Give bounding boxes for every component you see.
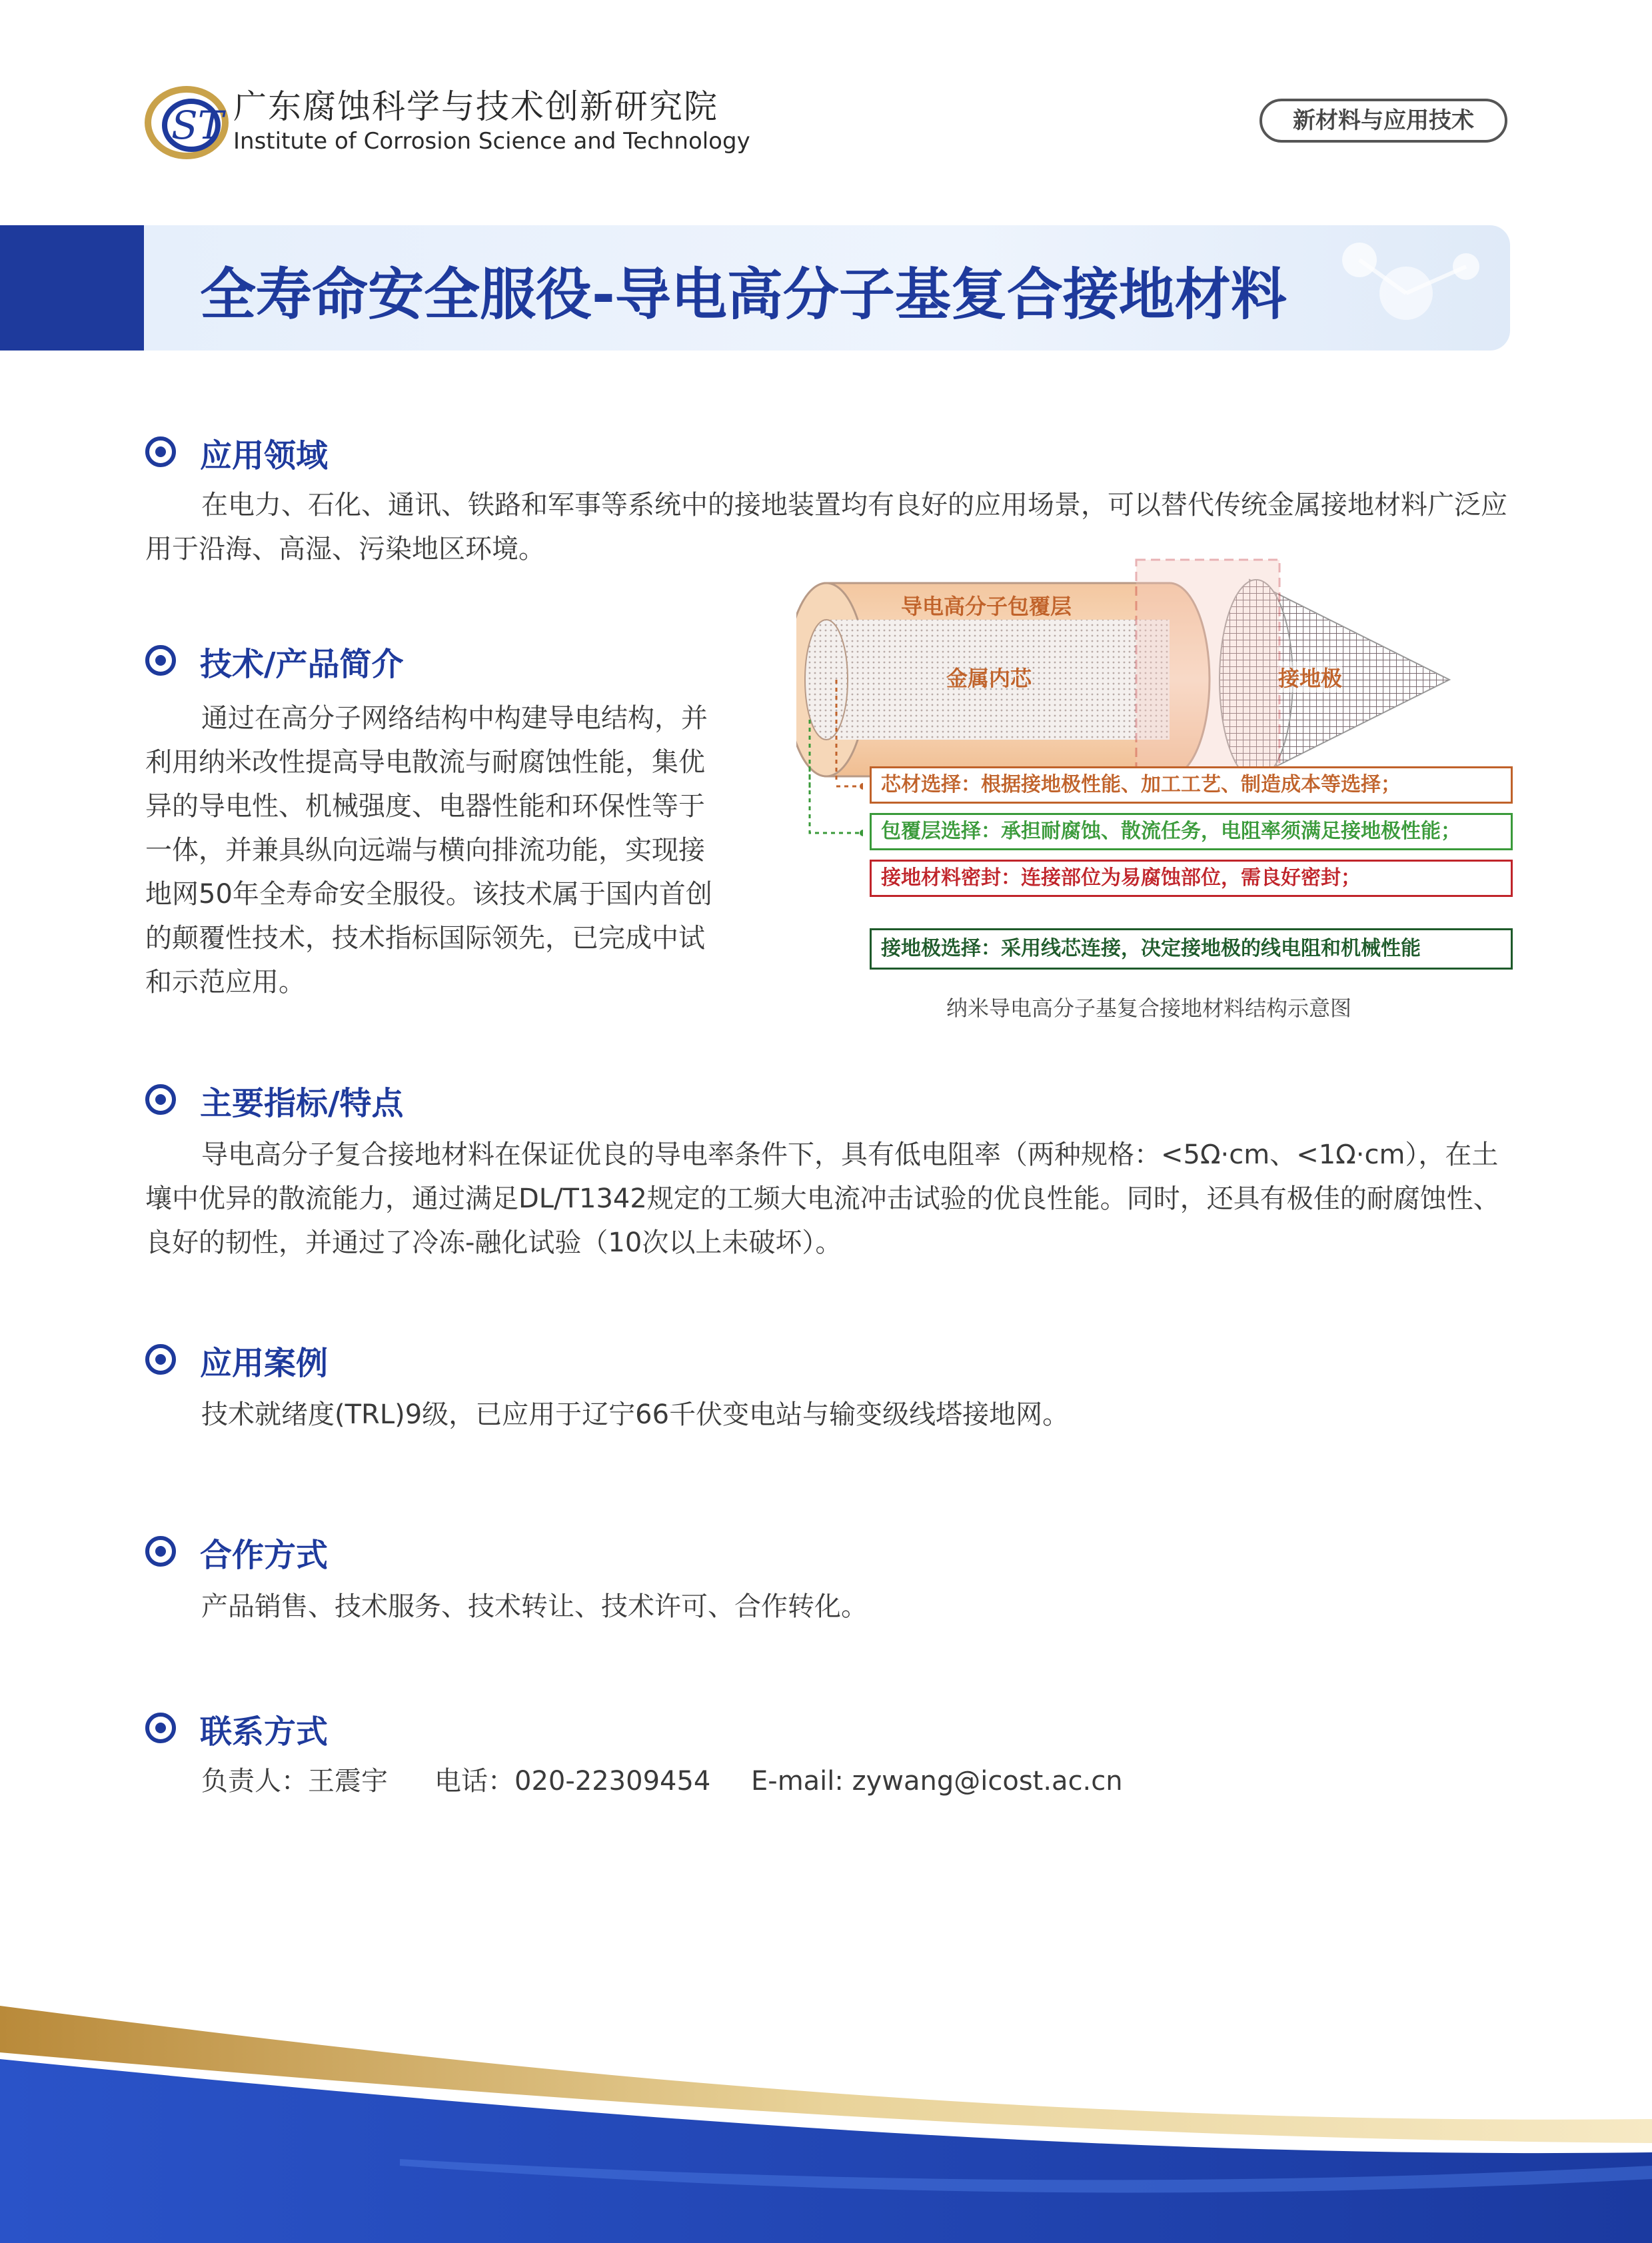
- diagram-connectors: [796, 766, 863, 966]
- decorative-molecule-icon: [1306, 233, 1493, 347]
- page-title: 全寿命安全服役-导电高分子基复合接地材料: [200, 262, 1287, 327]
- title-accent-bar: [0, 225, 144, 351]
- section-heading-intro: 技术/产品简介: [200, 646, 404, 683]
- section-bullet-icon: [145, 645, 176, 676]
- diagram-box-core: 芯材选择：根据接地极性能、加工工艺、制造成本等选择；: [870, 766, 1513, 804]
- footer-wave-decoration: [0, 1986, 1652, 2243]
- section-heading-contact: 联系方式: [200, 1713, 329, 1751]
- coating-label: 导电高分子包覆层: [901, 594, 1072, 619]
- section-heading-cooperation: 合作方式: [200, 1537, 329, 1574]
- application-field-text: 在电力、石化、通讯、铁路和军事等系统中的接地装置均有良好的应用场景，可以替代传统金属接地材料广泛应用于沿海、高湿、污染地区环境。: [145, 490, 1507, 564]
- diagram-box-seal: 接地材料密封：连接部位为易腐蚀部位，需良好密封；: [870, 860, 1513, 897]
- section-heading-indicators: 主要指标/特点: [200, 1085, 404, 1122]
- contact-person: 负责人：王震宇: [201, 1766, 388, 1797]
- indicators-text: 导电高分子复合接地材料在保证优良的导电率条件下，具有低电阻率（两种规格：<5Ω·cm、<1Ω·cm），在土壤中优异的散流能力，通过满足DL/T1342规定的工频大电流冲击试验的优良性能。同时，还具有极佳的耐腐蚀性、良好的韧性，并通过了冷冻-融化试验（10次以上未破坏）。: [145, 1139, 1500, 1258]
- section-bullet-icon: [145, 1084, 176, 1115]
- category-tag: 新材料与应用技术: [1259, 99, 1507, 143]
- electrode-label: 接地极: [1278, 662, 1342, 692]
- section-heading-application-field: 应用领域: [200, 437, 329, 474]
- contact-phone: 电话：020-22309454: [434, 1766, 711, 1797]
- section-bullet-icon: [145, 1713, 176, 1743]
- svg-text:ST: ST: [171, 103, 224, 148]
- section-bullet-icon: [145, 1536, 176, 1567]
- diagram-box-electrode: 接地极选择：采用线芯连接，决定接地极的线电阻和机械性能: [870, 928, 1513, 970]
- org-name-cn: 广东腐蚀科学与技术创新研究院: [233, 87, 718, 126]
- org-name-en: Institute of Corrosion Science and Technology: [233, 128, 750, 155]
- contact-email[interactable]: E-mail: zywang@icost.ac.cn: [751, 1766, 1123, 1797]
- cooperation-text: 产品销售、技术服务、技术转让、技术许可、合作转化。: [201, 1591, 868, 1622]
- core-label: 金属内芯: [946, 666, 1032, 691]
- structure-diagram: [796, 553, 1523, 793]
- section-heading-cases: 应用案例: [200, 1345, 329, 1382]
- diagram-caption: 纳米导电高分子基复合接地材料结构示意图: [946, 996, 1352, 1021]
- diagram-box-coating: 包覆层选择：承担耐腐蚀、散流任务，电阻率须满足接地极性能；: [870, 813, 1513, 850]
- cases-text: 技术就绪度(TRL)9级，已应用于辽宁66千伏变电站与输变级线塔接地网。: [201, 1399, 1070, 1430]
- section-bullet-icon: [145, 1344, 176, 1375]
- section-bullet-icon: [145, 436, 176, 467]
- intro-text: 通过在高分子网络结构中构建导电结构，并利用纳米改性提高导电散流与耐腐蚀性能，集优异的导电性、机械强度、电器性能和环保性等于一体，并兼具纵向远端与横向排流功能，实现接地网50年全寿命安全服役。该技术属于国内首创的颠覆性技术，技术指标国际领先，已完成中试和示范应用。: [145, 703, 712, 998]
